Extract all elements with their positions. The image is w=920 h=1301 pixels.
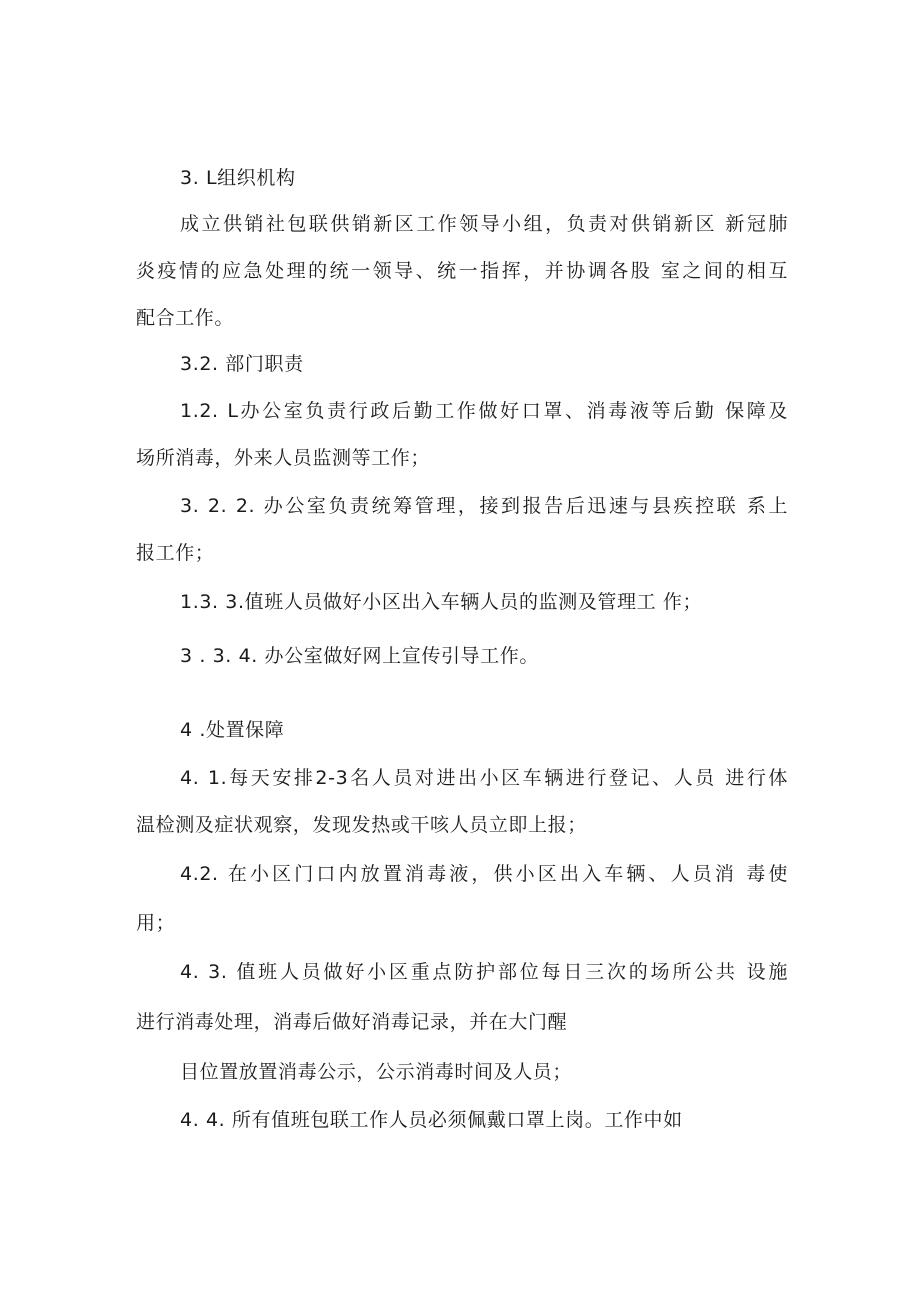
section-heading: 4 .处置保障	[180, 719, 285, 741]
section-heading: 3.2. 部门职责	[180, 353, 304, 375]
paragraph-line: 3. 2. 2. 办公室负责统筹管理，接到报告后迅速与县疾控联 系上	[180, 495, 788, 517]
section-heading: 3. L组织机构	[180, 167, 296, 189]
paragraph-line: 目位置放置消毒公示，公示消毒时间及人员；	[180, 1061, 573, 1083]
paragraph-line: 3 . 3. 4. 办公室做好网上宣传引导工作。	[180, 645, 539, 667]
paragraph-line: 1.3. 3.值班人员做好小区出入车辆人员的监测及管理工 作；	[180, 591, 703, 613]
paragraph-line: 4.2. 在小区门口内放置消毒液，供小区出入车辆、人员消 毒使	[180, 863, 788, 885]
paragraph-line: 4. 1.每天安排2-3名人员对进出小区车辆进行登记、人员 进行体	[180, 767, 788, 789]
paragraph-line: 4. 4. 所有值班包联工作人员必须佩戴口罩上岗。工作中如	[180, 1109, 683, 1131]
paragraph-line: 配合工作。	[136, 307, 235, 329]
paragraph-line: 4. 3. 值班人员做好小区重点防护部位每日三次的场所公共 设施	[180, 961, 788, 983]
paragraph-line: 炎疫情的应急处理的统一领导、统一指挥，并协调各股 室之间的相互	[136, 260, 788, 282]
paragraph-line: 1.2. L办公室负责行政后勤工作做好口罩、消毒液等后勤 保障及	[180, 400, 788, 422]
paragraph-line: 报工作；	[136, 542, 215, 564]
paragraph-line: 进行消毒处理，消毒后做好消毒记录，并在大门醒	[136, 1011, 568, 1033]
paragraph-line: 用；	[136, 912, 176, 934]
paragraph-line: 成立供销社包联供销新区工作领导小组，负责对供销新区 新冠肺	[180, 213, 788, 235]
paragraph-line: 温检测及症状观察，发现发热或干咳人员立即上报；	[136, 814, 587, 836]
paragraph-line: 场所消毒，外来人员监测等工作；	[136, 447, 431, 469]
